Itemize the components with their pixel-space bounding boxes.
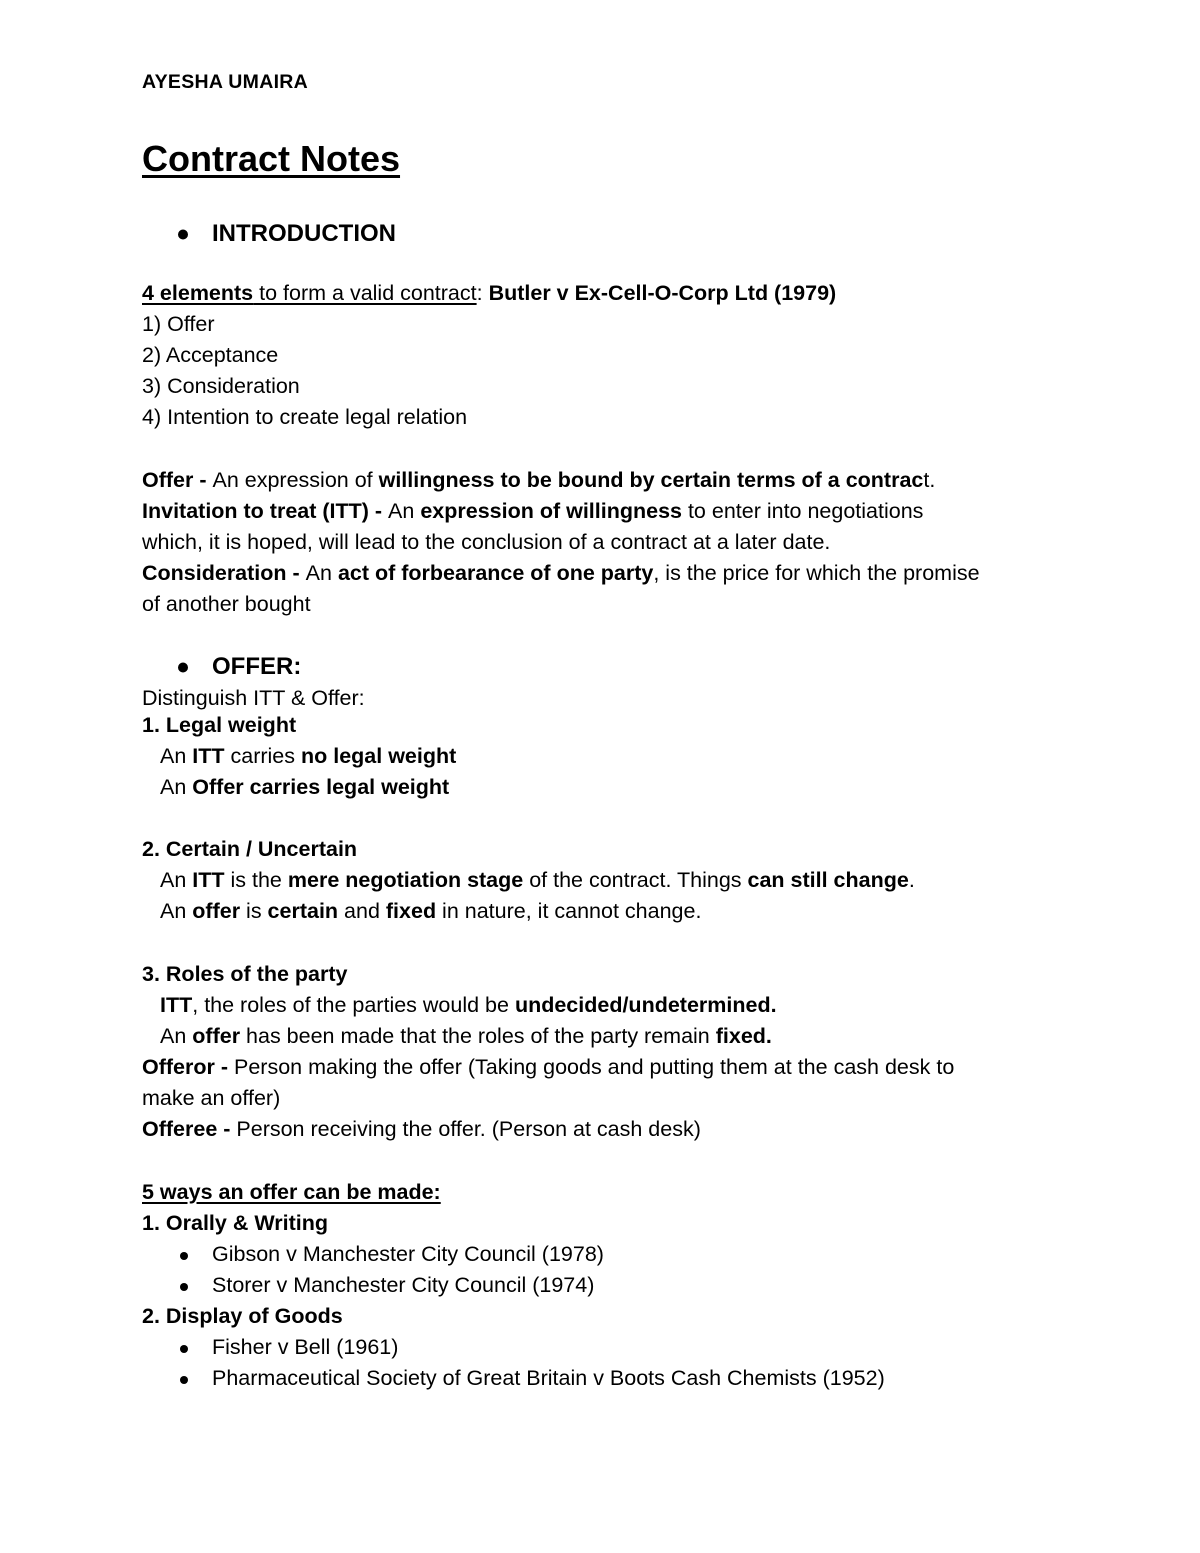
itt-definition-cont: which, it is hoped, will lead to the conclusion of a contract at a later date. [142,530,831,554]
case-list-item: Fisher v Bell (1961) [142,1332,398,1363]
case-list-item: Pharmaceutical Society of Great Britain v Boots Cash Chemists (1952) [142,1363,885,1394]
element-item: 4) Intention to create legal relation [142,405,468,429]
ways-heading: 5 ways an offer can be made: [142,1180,441,1204]
elements-line: 4 elements to form a valid contract: Butler v Ex-Cell-O-Corp Ltd (1979) [142,281,837,305]
legal-weight-itt: An ITT carries no legal weight [160,744,457,768]
section-heading-introduction: INTRODUCTION [142,220,396,248]
case-list-item: Gibson v Manchester City Council (1978) [142,1239,604,1270]
page-title: Contract Notes [142,138,401,179]
case-citation: Butler v Ex-Cell-O-Corp Ltd (1979) [488,281,837,305]
bullet-icon [178,663,188,673]
itt-definition: Invitation to treat (ITT) - An expression of willingness to enter into negotiations [142,499,924,523]
distinguish-line: Distinguish ITT & Offer: [142,686,365,710]
element-item: 2) Acceptance [142,343,279,367]
way-heading: 1. Orally & Writing [142,1211,328,1235]
legal-weight-offer: An Offer carries legal weight [160,775,450,799]
section-heading-offer: OFFER: [142,653,301,681]
offeror-definition-cont: make an offer) [142,1086,281,1110]
certain-itt: An ITT is the mere negotiation stage of the contract. Things can still change. [160,868,915,892]
bullet-icon [180,1252,188,1260]
bullet-icon [180,1283,188,1291]
element-item: 3) Consideration [142,374,300,398]
way-heading: 2. Display of Goods [142,1304,343,1328]
certain-offer: An offer is certain and fixed in nature, it cannot change. [160,899,702,923]
bullet-icon [180,1376,188,1384]
author-name: AYESHA UMAIRA [142,71,309,93]
subheading-roles: 3. Roles of the party [142,962,348,986]
consideration-definition: Consideration - An act of forbearance of one party, is the price for which the promise [142,561,980,585]
offeree-definition: Offeree - Person receiving the offer. (Person at cash desk) [142,1117,701,1141]
subheading-legal-weight: 1. Legal weight [142,713,297,737]
bullet-icon [178,230,188,240]
roles-itt: ITT, the roles of the parties would be undecided/undetermined. [160,993,777,1017]
case-list-item: Storer v Manchester City Council (1974) [142,1270,594,1301]
offeror-definition: Offeror - Person making the offer (Taking goods and putting them at the cash desk to [142,1055,955,1079]
subheading-certain: 2. Certain / Uncertain [142,837,358,861]
offer-definition: Offer - An expression of willingness to be bound by certain terms of a contract. [142,468,936,492]
roles-offer: An offer has been made that the roles of the party remain fixed. [160,1024,772,1048]
bullet-icon [180,1345,188,1353]
consideration-definition-cont: of another bought [142,592,311,616]
element-item: 1) Offer [142,312,215,336]
